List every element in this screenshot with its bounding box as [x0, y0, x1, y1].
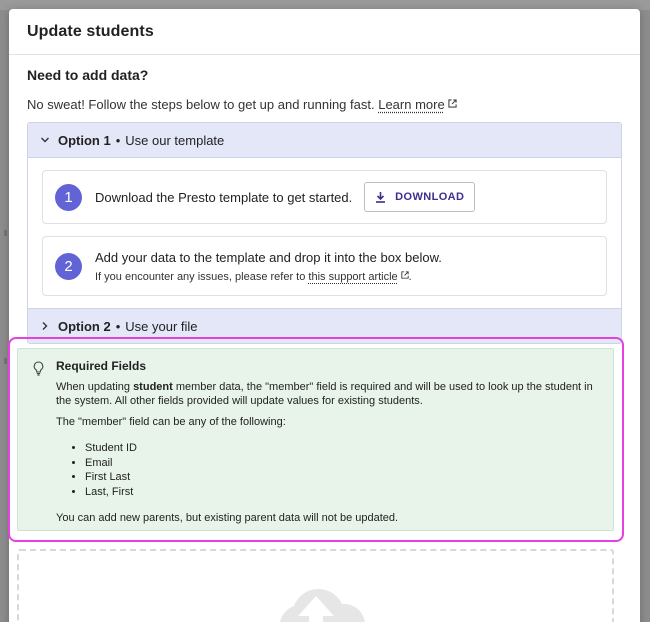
required-fields-paragraph-1 — [56, 380, 599, 409]
member-field-options — [56, 441, 599, 499]
option-1-title: Use our template — [125, 132, 225, 148]
list-item: • Email — [85, 456, 599, 471]
required-fields-panel — [17, 348, 614, 531]
step-2-content — [95, 250, 442, 283]
list-item: • Last, First — [85, 485, 599, 500]
options-accordion — [27, 122, 622, 344]
step-1-card — [42, 170, 607, 224]
download-label: DOWNLOAD — [395, 191, 465, 203]
step-2-number: 2 — [55, 253, 82, 280]
lightbulb-icon — [32, 361, 45, 376]
required-p1-prefix: When updating — [56, 380, 130, 393]
chevron-down-icon — [40, 135, 50, 145]
section-heading: Need to add data? — [27, 67, 149, 83]
external-link-icon — [448, 99, 457, 108]
required-fields-paragraph-2: The "member" field can be any of the following: — [56, 415, 286, 428]
list-item: • Student ID — [85, 441, 599, 456]
intro-message: No sweat! Follow the steps below to get up and running fast. — [27, 97, 375, 112]
required-p1-rest: member data, the "member" field is required and will be used to look up the student in the system. All other fields provided will update values for existing students. — [56, 380, 593, 407]
option-2-separator: • — [115, 318, 121, 334]
required-fields-paragraph-3: You can add new parents, but existing parent data will not be updated. — [56, 512, 399, 524]
support-article-link[interactable] — [308, 271, 408, 283]
file-drop-zone[interactable] — [17, 549, 614, 622]
required-p1-bold: student — [133, 380, 173, 393]
option-1-separator: • — [115, 132, 121, 148]
step-2-subtext — [95, 271, 442, 283]
required-fields-title: Required Fields — [56, 359, 147, 373]
option-2-title: Use your file — [125, 318, 198, 334]
step-2-sub-suffix: . — [408, 270, 412, 283]
list-item: • First Last — [85, 470, 599, 485]
step-1-text: Download the Presto template to get started. — [95, 189, 353, 205]
intro-text — [27, 97, 622, 112]
learn-more-link[interactable] — [378, 97, 456, 112]
modal-header — [9, 9, 640, 55]
option-1-label: Option 1 — [58, 132, 111, 148]
option-1-header[interactable] — [28, 123, 621, 157]
external-link-icon — [401, 271, 409, 279]
step-1-number: 1 — [55, 184, 82, 211]
step-2-text: Add your data to the template and drop it into the box below. — [95, 249, 442, 265]
modal-title: Update students — [27, 23, 154, 40]
backdrop-mark — [4, 230, 7, 236]
modal-body — [9, 67, 640, 344]
chevron-right-icon — [40, 321, 50, 331]
learn-more-label: Learn more — [378, 97, 445, 112]
support-article-label: this support article — [308, 270, 398, 283]
backdrop-mark — [4, 358, 7, 364]
option-1-panel — [28, 157, 621, 309]
download-icon — [375, 191, 386, 203]
option-2-label: Option 2 — [58, 318, 111, 334]
step-2-sub-prefix: If you encounter any issues, please refer to — [95, 270, 306, 283]
step-2-card — [42, 236, 607, 296]
upload-cloud-icon — [266, 576, 366, 622]
download-button[interactable] — [364, 182, 475, 212]
